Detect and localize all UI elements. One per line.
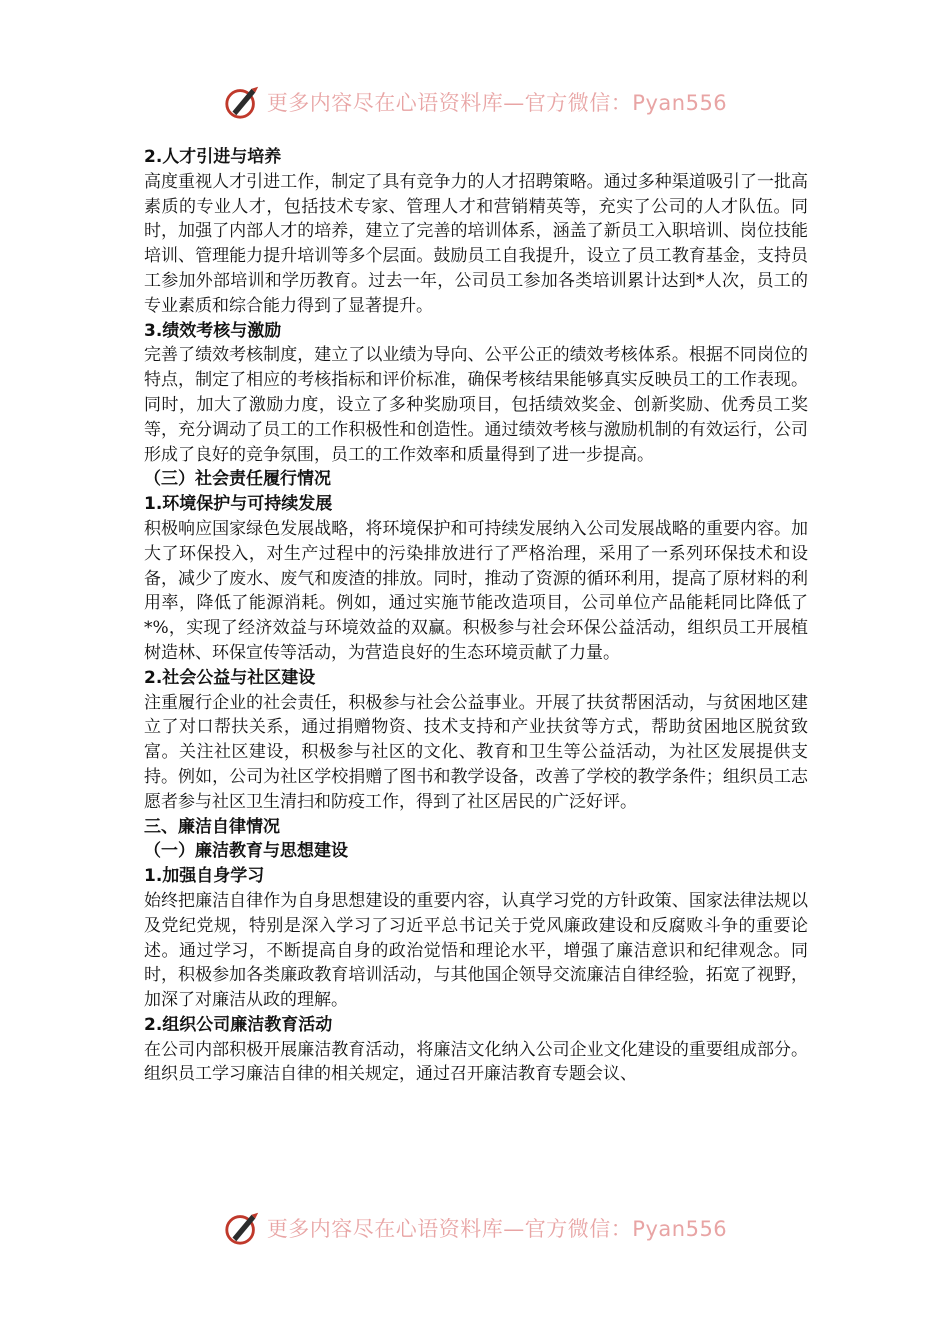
paragraph: 高度重视人才引进工作，制定了具有竞争力的人才招聘策略。通过多种渠道吸引了一批高素质的专业人才，包括技术专家、管理人才和营销精英等，充实了公司的人才队伍。同时，加强了内部人才的培养，建立了完善的培训体系，涵盖了新员工入职培训、岗位技能培训、管理能力提升培训等多个层面。鼓励员工自我提升，设立了员工教育基金，支持员工参加外部培训和学历教育。过去一年，公司员工参加各类培训累计达到*人次，员工的专业素质和综合能力得到了显著提升。 [144, 171, 808, 316]
paragraph: 始终把廉洁自律作为自身思想建设的重要内容，认真学习党的方针政策、国家法律法规以及党纪党规，特别是深入学习了习近平总书记关于党风廉政建设和反腐败斗争的重要论述。通过学习，不断提高自身的政治觉悟和理论水平，增强了廉洁意识和纪律观念。同时，积极参加各类廉政教育培训活动，与其他国企领导交流廉洁自律经验，拓宽了视野，加深了对廉洁从政的理解。 [144, 890, 808, 1011]
watermark-header [0, 82, 950, 122]
watermark-footer [0, 1208, 950, 1248]
paragraph: 注重履行企业的社会责任，积极参与社会公益事业。开展了扶贫帮困活动，与贫困地区建立了对口帮扶关系，通过捐赠物资、技术支持和产业扶贫等方式，帮助贫困地区脱贫致富。关注社区建设，积极参与社区的文化、教育和卫生等公益活动，为社区发展提供支持。例如，公司为社区学校捐赠了图书和教学设备，改善了学校的教学条件；组织员工志愿者参与社区卫生清扫和防疫工作，得到了社区居民的广泛好评。 [144, 692, 808, 812]
section-heading: 1.加强自身学习 [144, 866, 265, 887]
pen-logo-icon [223, 1209, 261, 1247]
section-heading: 2.组织公司廉洁教育活动 [144, 1014, 333, 1035]
document-body [144, 145, 808, 1087]
section-heading: 3.绩效考核与激励 [144, 320, 282, 341]
pen-logo-icon [223, 83, 261, 121]
section-heading: （一）廉洁教育与思想建设 [144, 841, 348, 862]
paragraph: 完善了绩效考核制度，建立了以业绩为导向、公平公正的绩效考核体系。根据不同岗位的特点，制定了相应的考核指标和评价标准，确保考核结果能够真实反映员工的工作表现。同时，加大了激励力度，设立了多种奖励项目，包括绩效奖金、创新奖励、优秀员工奖等，充分调动了员工的工作积极性和创造性。通过绩效考核与激励机制的有效运行，公司形成了良好的竞争氛围，员工的工作效率和质量得到了进一步提高。 [144, 345, 808, 465]
paragraph: 积极响应国家绿色发展战略，将环境保护和可持续发展纳入公司发展战略的重要内容。加大了环保投入，对生产过程中的污染排放进行了严格治理，采用了一系列环保技术和设备，减少了废水、废气和废渣的排放。同时，推动了资源的循环利用，提高了原材料的利用率，降低了能源消耗。例如，通过实施节能改造项目，公司单位产品能耗同比降低了*%，实现了经济效益与环境效益的双赢。积极参与社会环保公益活动，组织员工开展植树造林、环保宣传等活动，为营造良好的生态环境贡献了力量。 [144, 518, 808, 663]
paragraph: 在公司内部积极开展廉洁教育活动，将廉洁文化纳入公司企业文化建设的重要组成部分。组织员工学习廉洁自律的相关规定，通过召开廉洁教育专题会议、 [144, 1039, 808, 1085]
chapter-heading: 三、廉洁自律情况 [144, 816, 280, 837]
watermark-text: 更多内容尽在心语资料库—官方微信：Pyan556 [266, 1217, 728, 1241]
section-heading: （三）社会责任履行情况 [144, 469, 331, 490]
section-heading: 1.环境保护与可持续发展 [144, 494, 333, 515]
section-heading: 2.社会公益与社区建设 [144, 667, 316, 688]
watermark-text: 更多内容尽在心语资料库—官方微信：Pyan556 [266, 91, 728, 115]
section-heading: 2.人才引进与培养 [144, 147, 282, 167]
